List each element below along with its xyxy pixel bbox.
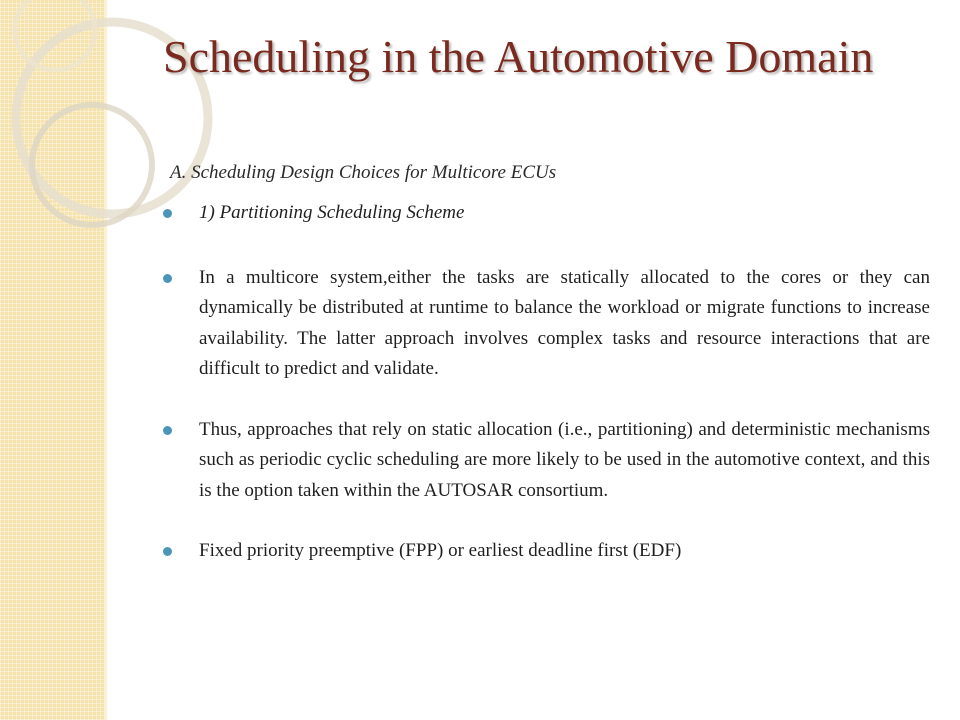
bullet-dot-icon <box>163 426 172 435</box>
bullet-dot-icon <box>163 547 172 556</box>
bullet-list <box>163 198 930 567</box>
bullet-item <box>163 198 930 229</box>
bullet-item <box>163 415 930 507</box>
ring-small <box>32 105 152 225</box>
bullet-dot-icon <box>163 209 172 218</box>
bullet-dot-icon <box>163 274 172 283</box>
bullet-item <box>163 263 930 385</box>
bullet-text: In a multicore system,either the tasks are statically allocated to the cores or they can dynamically be distributed at runtime to balance the workload or migrate functions to increase availability. The latter approach involves complex tasks and resource interactions that are difficult to predict and validate. <box>199 266 930 379</box>
bullet-item <box>163 536 930 567</box>
slide-title: Scheduling in the Automotive Domain <box>163 31 874 82</box>
bullet-text: Thus, approaches that rely on static allocation (i.e., partitioning) and deterministic mechanisms such as periodic cyclic scheduling are more likely to be used in the automotive context, and this is the option taken within the AUTOSAR consortium. <box>199 418 930 501</box>
bullet-text: Fixed priority preemptive (FPP) or earliest deadline first (EDF) <box>199 540 682 561</box>
bullet-text: 1) Partitioning Scheduling Scheme <box>199 202 465 223</box>
ring-tiny <box>15 0 95 70</box>
section-subtitle: A. Scheduling Design Choices for Multicore ECUs <box>170 162 557 183</box>
